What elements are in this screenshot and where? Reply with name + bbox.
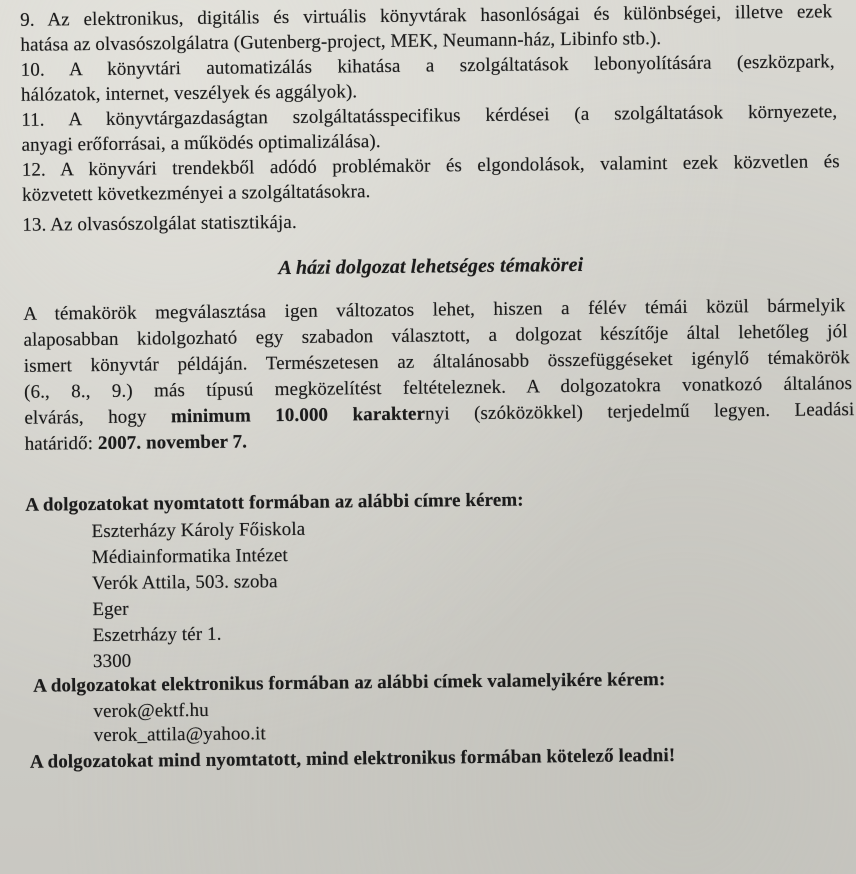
final-note: A dolgozatokat mind nyomtatott, mind elektronikus formában kötelező leadni! xyxy=(29,744,676,773)
list-item-13: 13. Az olvasószolgálat statisztikája. xyxy=(22,211,297,236)
print-request-heading: A dolgozatokat nyomtatott formában az alábbi címre kérem: xyxy=(25,489,524,516)
electronic-request-heading: A dolgozatokat elektronikus formában az alábbi címek valamelyikére kérem: xyxy=(33,669,666,697)
address-line-2: Médiainformatika Intézet xyxy=(91,545,288,569)
paragraph-line-4: (6., 8., 9.) más típusú megközelítést feltételeznek. A dolgozatokra vonatkozó általános xyxy=(23,373,853,403)
paragraph-line-5-text-a: elvárás, hogy xyxy=(24,406,147,429)
paragraph-line-3: ismert könyvtár példáján. Természetesen az általánosabb összefüggéseket igénylő témakörök xyxy=(23,347,850,377)
paragraph-minimum-length: minimum 10.000 karakter xyxy=(170,403,426,428)
list-item-10-line-1: 10. A könyvtári automatizálás kihatása a szolgáltatások lebonyolítására (eszközpark, xyxy=(20,51,835,81)
list-item-12-line-1: 12. A könyvári trendekből adódó problémakör és elgondolások, valamint ezek közvetlen és xyxy=(21,151,840,181)
list-item-12-line-2: közvetett következményei a szolgáltatásokra. xyxy=(21,181,371,206)
paragraph-line-1: A témakörök megválasztása igen változatos lehet, hiszen a félév témái közül bármelyik xyxy=(23,295,846,325)
paragraph-line-2: alaposabban kidolgozható egy szabadon választott, a dolgozat készítője által lehetőleg jól xyxy=(23,321,848,351)
paragraph-line-6 xyxy=(25,431,248,455)
email-line-1: verok@ektf.hu xyxy=(93,699,209,723)
address-line-4: Eger xyxy=(92,598,129,621)
paragraph-deadline-date: 2007. november 7. xyxy=(97,431,248,454)
address-line-6: 3300 xyxy=(92,650,132,673)
paragraph-line-5-text-c: nyi (szóközökkel) terjedelmű legyen. Leadási xyxy=(424,399,855,425)
email-line-2: verok_attila@yahoo.it xyxy=(93,723,266,747)
list-item-9-line-1: 9. Az elektronikus, digitális és virtuális könyvtárak hasonlóságai és különbségei, illetve ezek xyxy=(20,1,833,31)
list-item-10-line-2: hálózatok, internet, veszélyek és aggályok). xyxy=(20,81,358,106)
list-item-11-line-1: 11. A könyvtárgazdaságtan szolgáltatásspecifikus kérdései (a szolgáltatások környezete, xyxy=(21,101,838,131)
address-line-1: Eszterházy Károly Főiskola xyxy=(91,518,306,543)
list-item-9-line-2: hatása az olvasószolgálatra (Gutenberg-project, MEK, Neumann-ház, Libinfo stb.). xyxy=(20,28,662,56)
address-line-3: Verók Attila, 503. szoba xyxy=(92,571,278,595)
list-item-11-line-2: anyagi erőforrásai, a működés optimalizálása). xyxy=(21,131,381,156)
paragraph-line-5 xyxy=(24,399,854,430)
address-line-5: Eszetrházy tér 1. xyxy=(92,623,222,647)
section-title: A házi dolgozat lehetséges témakörei xyxy=(278,253,584,280)
paragraph-deadline-label: határidő: xyxy=(24,433,94,455)
